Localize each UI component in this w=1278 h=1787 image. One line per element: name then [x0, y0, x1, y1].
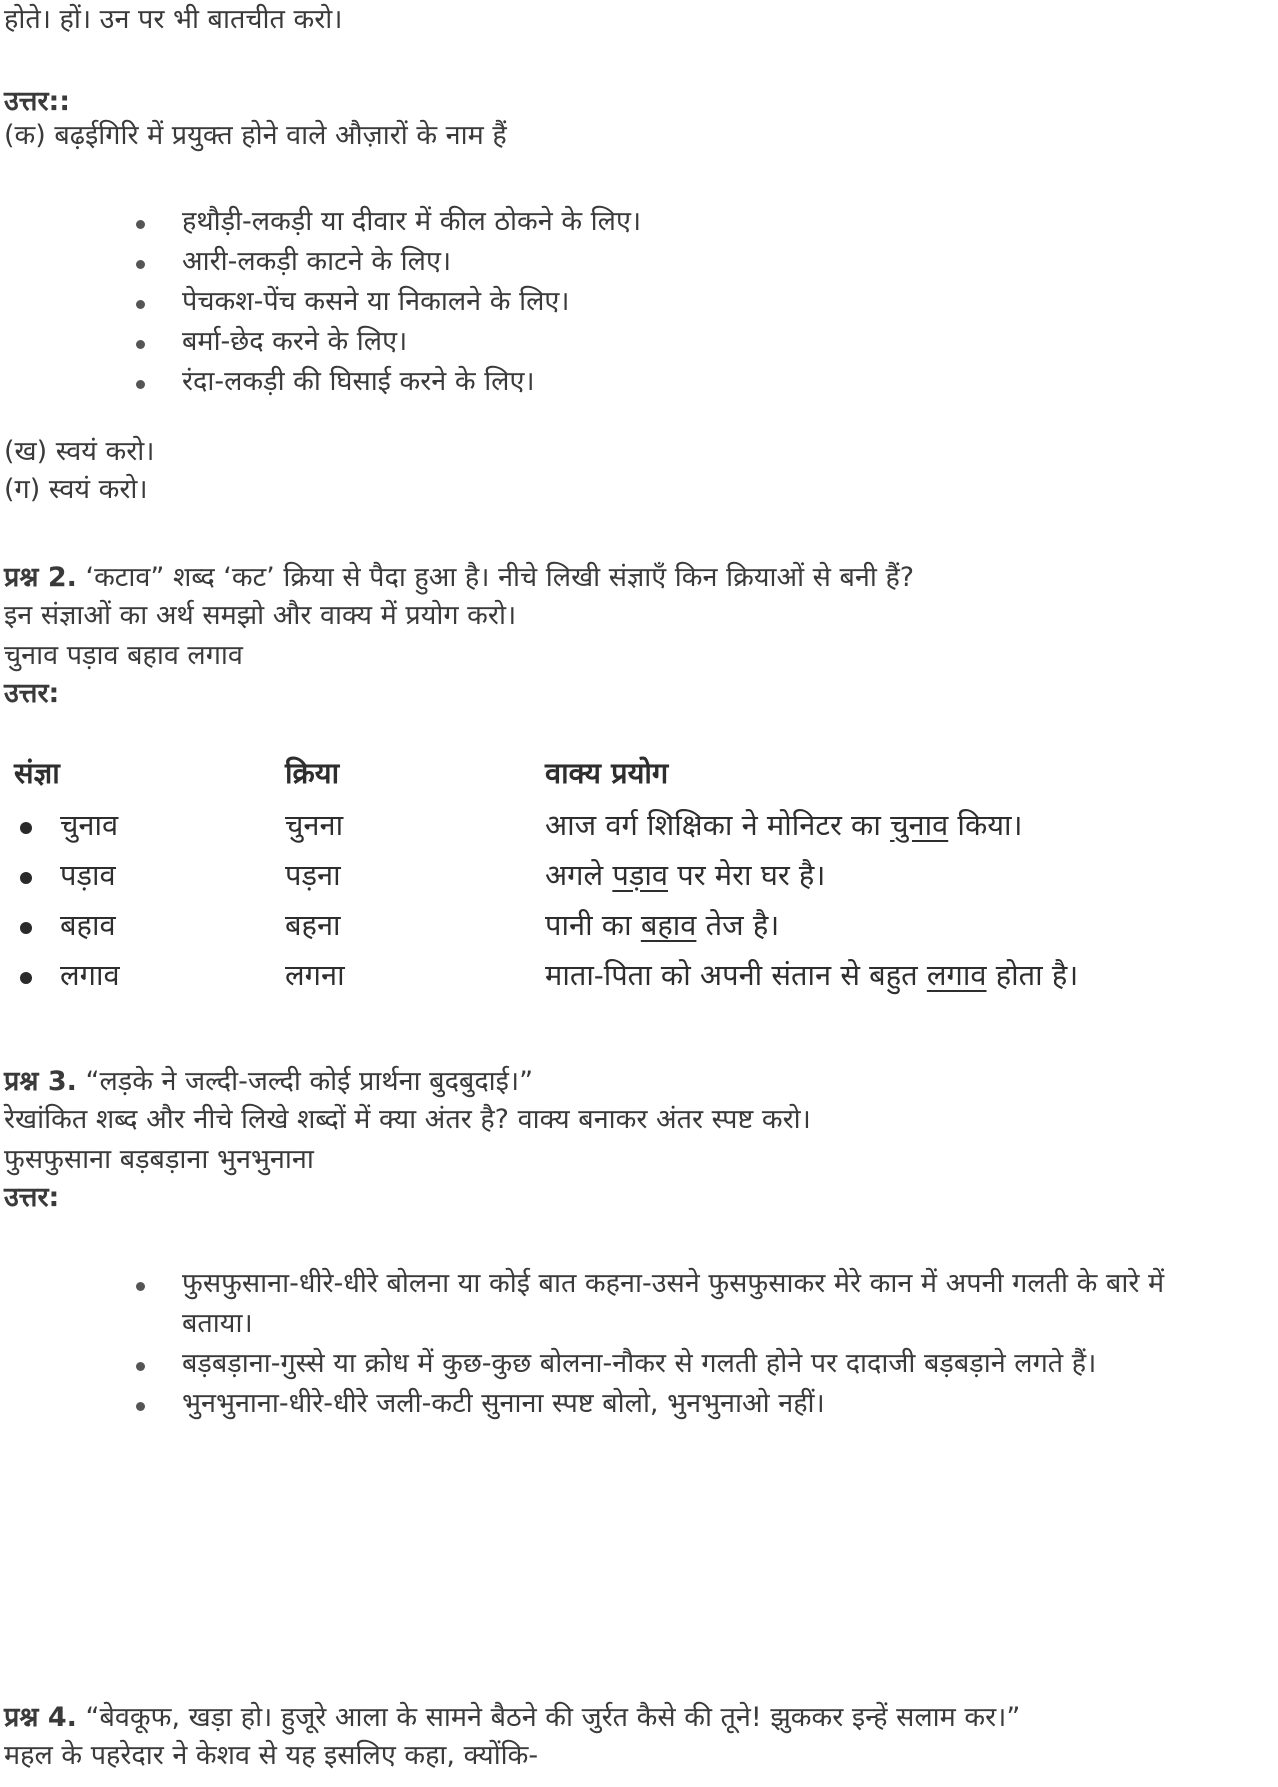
sentence-post: तेज है। — [696, 908, 780, 942]
q3-text-line2: रेखांकित शब्द और नीचे लिखे शब्दों में क्या अंतर है? वाक्य बनाकर अंतर स्पष्ट करो। — [4, 1104, 811, 1135]
q3-words: फुसफुसाना बड़बड़ाना भुनभुनाना — [4, 1144, 314, 1175]
bullet-icon — [20, 872, 32, 884]
sentence-post: होता है। — [986, 958, 1079, 992]
verb: बहना — [285, 908, 341, 942]
underlined-word: लगाव — [926, 958, 987, 992]
header-noun: संज्ञा — [14, 756, 60, 790]
q1-answer-label: उत्तर:: — [4, 86, 71, 117]
list-item: रंदा-लकड़ी की घिसाई करने के लिए। — [120, 362, 641, 402]
q4-text-line1: “बेवकूफ, खड़ा हो। हुजूरे आला के सामने बैठने की जुर्रत कैसे की तूने! झुककर इन्हें सलाम कर।” — [76, 1702, 1021, 1733]
q3-answers-list — [120, 1264, 1220, 1424]
header-sentence: वाक्य प्रयोग — [545, 756, 669, 790]
q2-text-line1: ‘कटाव” शब्द ‘कट’ क्रिया से पैदा हुआ है। नीचे लिखी संज्ञाएँ किन क्रियाओं से बनी हैं? — [76, 562, 915, 593]
q2-number: प्रश्न 2. — [4, 562, 77, 593]
header-verb: क्रिया — [285, 756, 340, 790]
q1-part-g: (ग) स्वयं करो। — [4, 474, 148, 505]
tools-list — [120, 202, 641, 402]
q3-text-line1: “लड़के ने जल्दी-जल्दी कोई प्रार्थना बुदबुदाई।” — [76, 1066, 534, 1097]
underlined-word: पड़ाव — [612, 858, 668, 892]
list-item: भुनभुनाना-धीरे-धीरे जली-कटी सुनाना स्पष्ट बोलो, भुनभुनाओ नहीं। — [120, 1384, 1220, 1424]
sentence-post: पर मेरा घर है। — [668, 858, 826, 892]
q2-text-line2: इन संज्ञाओं का अर्थ समझो और वाक्य में प्रयोग करो। — [4, 600, 517, 631]
q3-question-line1 — [4, 1062, 533, 1102]
verb: पड़ना — [285, 858, 341, 892]
bullet-icon — [20, 822, 32, 834]
sentence-pre: अगले — [545, 858, 613, 892]
table-row — [0, 905, 1278, 955]
q2-words: चुनाव पड़ाव बहाव लगाव — [4, 640, 243, 671]
list-item: फुसफुसाना-धीरे-धीरे बोलना या कोई बात कहना-उसने फुसफुसाकर मेरे कान में अपनी गलती के बारे में बताया। — [120, 1264, 1220, 1344]
q4-number: प्रश्न 4. — [4, 1702, 77, 1733]
q3-answer-label: उत्तर: — [4, 1182, 60, 1213]
noun: बहाव — [60, 908, 116, 942]
list-item: बर्मा-छेद करने के लिए। — [120, 322, 641, 362]
noun: लगाव — [60, 958, 120, 992]
sentence — [545, 955, 1078, 995]
q1-part-k: (क) बढ़ईगिरि में प्रयुक्त होने वाले औज़ारों के नाम हैं — [4, 120, 507, 151]
sentence — [545, 855, 825, 895]
q4-text-line2: महल के पहरेदार ने केशव से यह इसलिए कहा, क्योंकि- — [4, 1740, 539, 1771]
q4-question-line1 — [4, 1698, 1020, 1738]
underlined-word: चुनाव — [890, 808, 949, 842]
list-item: आरी-लकड़ी काटने के लिए। — [120, 242, 641, 282]
q2-question-line1 — [4, 558, 914, 598]
q2-answer-label: उत्तर: — [4, 678, 60, 709]
sentence — [545, 805, 1023, 845]
sentence — [545, 905, 779, 945]
table-row — [0, 805, 1278, 855]
table-row — [0, 855, 1278, 905]
noun: पड़ाव — [60, 858, 116, 892]
noun: चुनाव — [60, 808, 119, 842]
sentence-pre: आज वर्ग शिक्षिका ने मोनिटर का — [545, 808, 891, 842]
bullet-icon — [20, 972, 32, 984]
list-item: हथौड़ी-लकड़ी या दीवार में कील ठोकने के लिए। — [120, 202, 641, 242]
q3-number: प्रश्न 3. — [4, 1066, 77, 1097]
list-item: बड़बड़ाना-गुस्से या क्रोध में कुछ-कुछ बोलना-नौकर से गलती होने पर दादाजी बड़बड़ाने लगते हैं। — [120, 1344, 1220, 1384]
table-header — [0, 753, 1278, 803]
sentence-pre: पानी का — [545, 908, 641, 942]
sentence-pre: माता-पिता को अपनी संतान से बहुत — [545, 958, 927, 992]
verb: चुनना — [285, 808, 344, 842]
verb: लगना — [285, 958, 345, 992]
sentence-post: किया। — [948, 808, 1023, 842]
table-row — [0, 955, 1278, 1005]
intro-line: होते। हों। उन पर भी बातचीत करो। — [4, 4, 343, 35]
q1-part-kh: (ख) स्वयं करो। — [4, 436, 155, 467]
list-item: पेचकश-पेंच कसने या निकालने के लिए। — [120, 282, 641, 322]
bullet-icon — [20, 922, 32, 934]
underlined-word: बहाव — [640, 908, 697, 942]
